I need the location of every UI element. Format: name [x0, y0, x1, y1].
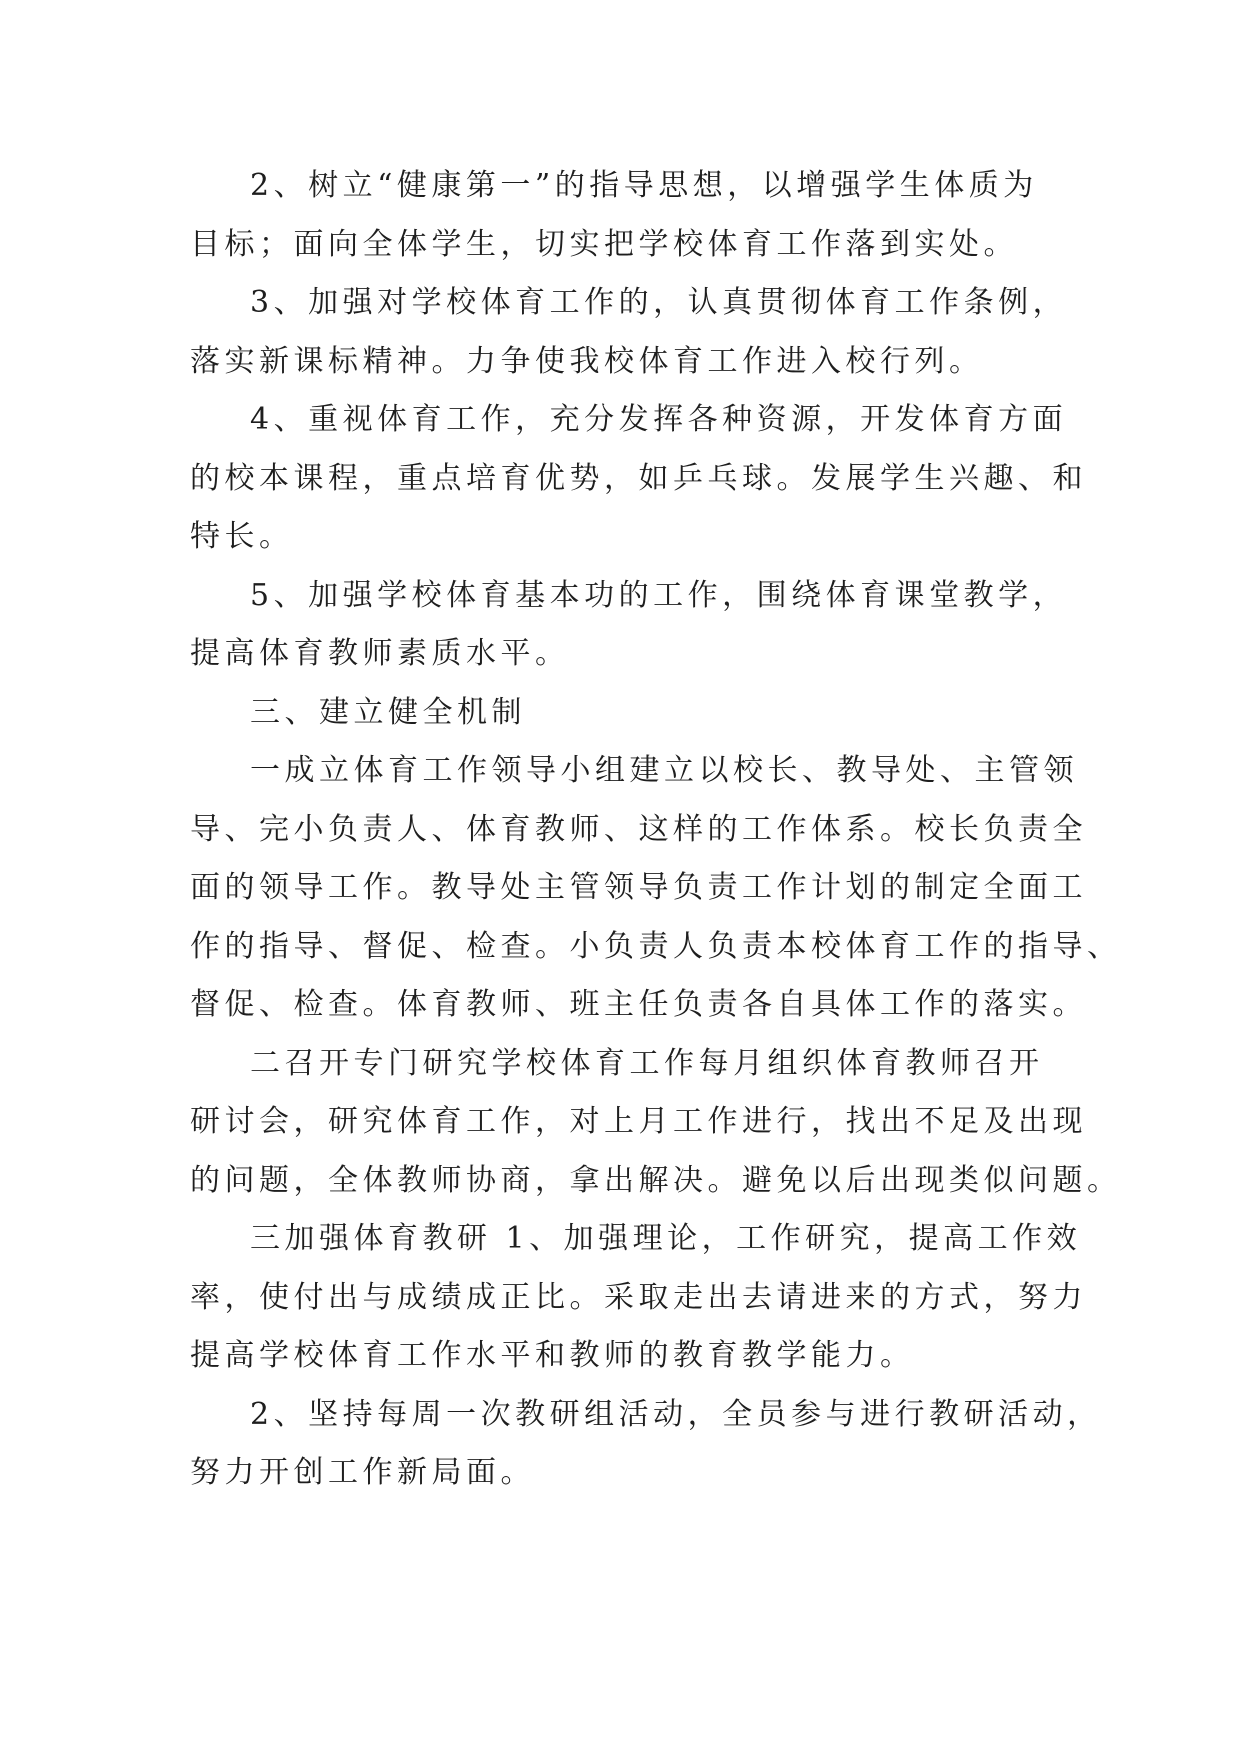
paragraph-line: 一成立体育工作领导小组建立以校长、教导处、主管领 [250, 753, 1078, 788]
paragraph-line: 率，使付出与成绩成正比。采取走出去请进来的方式，努力 [190, 1279, 1087, 1315]
paragraph-line: 导、完小负责人、体育教师、这样的工作体系。校长负责全 [190, 811, 1087, 847]
section-heading [190, 684, 1070, 743]
paragraph-line: 作的指导、督促、检查。小负责人负责本校体育工作的指导、 [190, 928, 1122, 964]
paragraph-line: 特长。 [190, 519, 294, 554]
paragraph-line: 督促、检查。体育教师、班主任负责各自具体工作的落实。 [190, 987, 1087, 1022]
paragraph-6 [190, 742, 1122, 1035]
paragraph-line: 提高体育教师素质水平。 [190, 636, 570, 671]
paragraph-8 [190, 1210, 1087, 1386]
paragraph-4 [190, 567, 1070, 684]
paragraph-line: 4、重视体育工作，充分发挥各种资源，开发体育方面 [250, 402, 1068, 437]
paragraph-line: 3、加强对学校体育工作的，认真贯彻体育工作条例， [250, 285, 1068, 320]
paragraph-line: 2、树立“健康第一”的指导思想，以增强学生体质为 [250, 168, 1038, 203]
paragraph-line: 的校本课程，重点培育优势，如乒乓球。发展学生兴趣、和 [190, 460, 1087, 496]
paragraph-line: 2、坚持每周一次教研组活动，全员参与进行教研活动， [250, 1396, 1102, 1432]
paragraph-line: 努力开创工作新局面。 [190, 1455, 535, 1490]
paragraph-line: 二召开专门研究学校体育工作每月组织体育教师召开 [250, 1045, 1044, 1081]
paragraph-line: 研讨会，研究体育工作，对上月工作进行，找出不足及出现 [190, 1104, 1087, 1139]
paragraph-7 [190, 1035, 1122, 1211]
paragraph-line: 提高学校体育工作水平和教师的教育教学能力。 [190, 1338, 915, 1373]
paragraph-line: 的问题，全体教师协商，拿出解决。避免以后出现类似问题。 [190, 1162, 1122, 1198]
paragraph-line: 面的领导工作。教导处主管领导负责工作计划的制定全面工 [190, 870, 1087, 905]
document-body [190, 157, 1122, 1503]
paragraph-9 [190, 1386, 1102, 1503]
paragraph-line: 三、建立健全机制 [250, 694, 526, 730]
paragraph-line: 落实新课标精神。力争使我校体育工作进入校行列。 [190, 343, 984, 379]
paragraph-line: 三加强体育教研 1、加强理论，工作研究，提高工作效 [250, 1221, 1082, 1256]
paragraph-2 [190, 274, 1070, 391]
paragraph-1 [190, 157, 1070, 274]
paragraph-line: 目标；面向全体学生，切实把学校体育工作落到实处。 [190, 226, 1018, 262]
paragraph-line: 5、加强学校体育基本功的工作，围绕体育课堂教学， [250, 577, 1068, 613]
paragraph-3 [190, 391, 1087, 567]
